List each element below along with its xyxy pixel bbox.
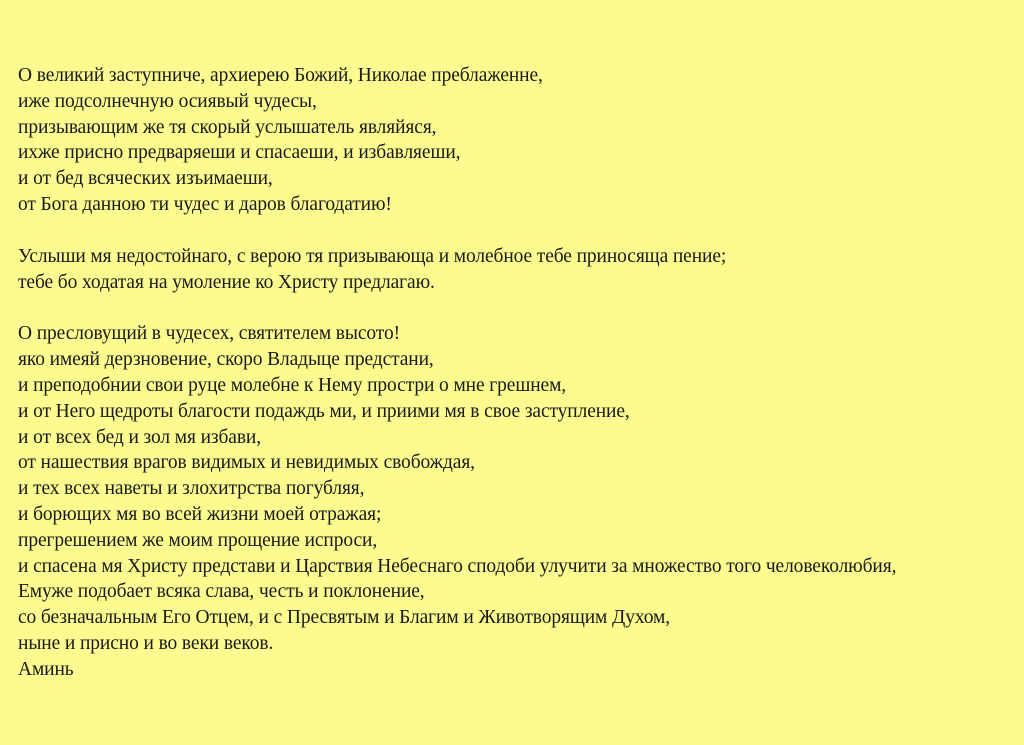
prayer-line: от Бога данною ти чудес и даров благодатию! (18, 193, 392, 215)
prayer-line: и борющих мя во всей жизни моей отражая; (18, 503, 382, 525)
prayer-line: Услыши мя недостойнаго, с верою тя призывающа и молебное тебе приносяща пение; (18, 245, 727, 267)
prayer-stanza-2 (18, 244, 1024, 296)
prayer-line: и преподобнии свои руце молебне к Нему простри о мне грешнем, (18, 374, 567, 396)
prayer-line: и от бед всяческих изъимаеши, (18, 168, 273, 190)
prayer-line-amen: Аминь (18, 658, 74, 680)
prayer-line: и от всех бед и зол мя избави, (18, 426, 262, 448)
prayer-stanza-1 (18, 63, 1024, 218)
stanza-divider (18, 295, 1024, 321)
prayer-line: иже подсолнечную осиявый чудесы, (18, 90, 317, 112)
prayer-line: со безначальным Его Отцем, и с Пресвятым и Благим и Животворящим Духом, (18, 607, 670, 629)
prayer-line: от нашествия врагов видимых и невидимых свобождая, (18, 452, 475, 474)
prayer-stanza-3 (18, 321, 1024, 682)
prayer-line: Емуже подобает всяка слава, честь и поклонение, (18, 581, 425, 603)
prayer-line: и спасена мя Христу представи и Царствия Небеснаго сподоби улучити за множество того человеколюбия, (18, 555, 897, 577)
prayer-line: ныне и присно и во веки веков. (18, 632, 274, 654)
prayer-line: яко имеяй дерзновение, скоро Владыце предстани, (18, 349, 434, 371)
prayer-line: тебе бо ходатая на умоление ко Христу предлагаю. (18, 271, 435, 293)
prayer-line: О великий заступниче, архиерею Божий, Николае преблаженне, (18, 65, 543, 86)
prayer-line: призывающим же тя скорый услышатель являйяся, (18, 116, 437, 138)
prayer-line: и от Него щедроты благости подаждь ми, и приими мя в свое заступление, (18, 400, 630, 422)
prayer-line: и тех всех наветы и злохитрства погубляя, (18, 478, 365, 500)
prayer-line: прегрешением же моим прощение испроси, (18, 529, 378, 551)
prayer-line: О пресловущий в чудесех, святителем высото! (18, 323, 400, 345)
stanza-divider (18, 218, 1024, 244)
prayer-line: ихже присно предваряеши и спасаеши, и избавляеши, (18, 142, 461, 164)
